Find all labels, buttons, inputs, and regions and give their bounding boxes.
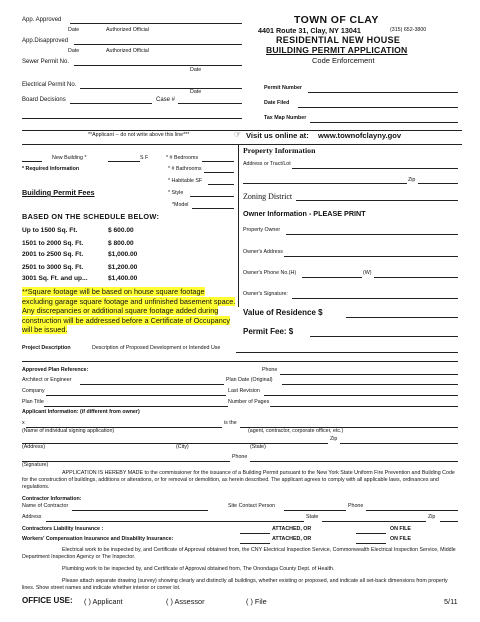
plumbing-note: Plumbing work to be inspected by, and Certificate of Approval obtained from, The Onondaga County Dept. of Health.	[62, 566, 335, 572]
architect-field[interactable]	[80, 384, 224, 385]
permit-number-field[interactable]	[308, 92, 458, 93]
plan-date-field[interactable]	[282, 384, 458, 385]
fee-range: 2501 to 3000 Sq. Ft.	[22, 264, 84, 271]
form-title-1: RESIDENTIAL NEW HOUSE	[276, 35, 401, 45]
office-use-file[interactable]: ( ) File	[246, 597, 267, 606]
town-phone: (315) 652-3800	[390, 27, 427, 33]
electrical-date-label: Date	[190, 89, 202, 95]
board-decisions-label: Board Decisions	[22, 97, 66, 103]
fee-amount: $1,200.00	[108, 264, 138, 271]
contractor-phone-field[interactable]	[366, 510, 458, 511]
office-use-label: OFFICE USE:	[22, 596, 73, 605]
new-building-label: New Building *	[52, 155, 87, 161]
architect-label: Architect or Engineer	[22, 377, 72, 383]
owner-address-label: Owner's Address	[243, 249, 283, 255]
contractor-name-field[interactable]	[72, 510, 208, 511]
site-contact-field[interactable]	[284, 510, 346, 511]
habitable-label: * Habitable SF	[168, 178, 203, 184]
contractor-zip-field[interactable]	[440, 521, 458, 522]
application-statement: APPLICATION IS HEREBY MADE to the commissioner for the issuance of a Building Permit pursuant to the New York State Uniform Fire Prevention and Building Code for the construction of buildings, additions or alterations, or for removal or demolition, as herein described. The applicant agrees to comply with all applicable laws, ordinances and regulations.	[22, 470, 455, 490]
value-label: Value of Residence $	[243, 308, 323, 317]
section-rule	[22, 144, 462, 145]
tax-map-field[interactable]	[310, 122, 458, 123]
project-label: Project Description	[22, 345, 71, 351]
plan-phone-label: Phone	[262, 367, 278, 373]
plan-title-label: Plan Title	[22, 399, 44, 405]
applicant-role-caption: (agent, contractor, corporate officer, etc.)	[248, 428, 344, 434]
fee-label: Permit Fee: $	[243, 327, 294, 336]
property-info-title: Property Information	[243, 146, 316, 155]
owner-signature-label: Owner's Signature:	[243, 291, 288, 297]
applicant-address-caption: (Address)	[22, 444, 45, 450]
owner-label: Property Owner	[243, 227, 281, 233]
style-label: * Style	[168, 190, 184, 196]
fee-field[interactable]	[310, 336, 458, 337]
workers-label: Workers' Compensation Insurance and Disability Insurance:	[22, 536, 174, 542]
form-title-2: BUILDING PERMIT APPLICATION	[266, 45, 408, 55]
workers-onfile-label: ON FILE	[390, 536, 411, 542]
bathrooms-label: * # Bathrooms	[168, 166, 202, 172]
zip-label: Zip	[408, 177, 416, 183]
electrical-permit-label: Electrical Permit No.	[22, 82, 77, 88]
style-field[interactable]	[190, 196, 234, 197]
workers-onfile-check[interactable]	[356, 543, 386, 544]
fee-range: 1501 to 2000 Sq. Ft.	[22, 240, 84, 247]
applicant-zip-field[interactable]	[340, 443, 458, 444]
visit-label: Visit us online at:	[246, 131, 309, 140]
owner-info-title: Owner Information - PLEASE PRINT	[243, 209, 366, 218]
applicant-address-field[interactable]	[22, 443, 328, 444]
address-tract-field[interactable]	[292, 168, 458, 169]
contractor-state-field[interactable]	[322, 521, 426, 522]
model-field[interactable]	[192, 208, 234, 209]
zoning-label: Zoning District	[243, 192, 293, 201]
sf-field[interactable]	[108, 161, 140, 162]
owner-phone-home-field[interactable]	[302, 277, 362, 278]
required-note: * Required Information	[22, 166, 80, 172]
pages-label: Number of Pages	[228, 399, 270, 405]
zoning-field[interactable]	[296, 200, 458, 201]
date-label: Date	[68, 27, 80, 33]
plan-title-field[interactable]	[44, 406, 228, 407]
last-revision-field[interactable]	[264, 395, 458, 396]
fee-range: Up to 1500 Sq. Ft.	[22, 227, 78, 234]
site-contact-label: Site Contact Person	[228, 503, 276, 509]
applicant-name-caption: (Name of individual signing application)	[22, 428, 115, 434]
owner-field[interactable]	[286, 234, 458, 235]
contractor-title: Contractor Information:	[22, 496, 82, 502]
contractor-address-label: Address	[22, 514, 42, 520]
owner-phone-work-field[interactable]	[374, 277, 458, 278]
project-desc-line-2[interactable]	[22, 361, 458, 362]
habitable-field[interactable]	[208, 184, 234, 185]
plan-phone-field[interactable]	[280, 374, 458, 375]
fees-title: Building Permit Fees	[22, 188, 95, 197]
sewer-permit-field[interactable]	[74, 65, 242, 66]
contractor-name-label: Name of Contractor	[22, 503, 69, 509]
address-tract-label: Address or Tract/Lot	[243, 161, 291, 167]
fee-amount: $1,000.00	[108, 251, 138, 258]
liability-onfile-check[interactable]	[356, 533, 386, 534]
fee-amount: $ 800.00	[108, 240, 134, 247]
fee-range: 3001 Sq. Ft. and up...	[22, 275, 88, 282]
is-the-label: is the	[224, 420, 237, 426]
schedule-title: BASED ON THE SCHEDULE BELOW:	[22, 212, 160, 221]
office-use-applicant[interactable]: ( ) Applicant	[84, 597, 123, 606]
owner-phone-work-label: (W)	[363, 270, 372, 276]
contractor-state-label: State	[306, 514, 319, 520]
form-version: 5/11	[444, 597, 458, 606]
last-revision-label: Last Revision	[228, 388, 260, 394]
form-subtitle: Code Enforcement	[312, 56, 375, 65]
project-desc-label: Description of Proposed Development or Intended Use	[92, 345, 221, 351]
town-address: 4401 Route 31, Clay, NY 13041	[258, 26, 361, 35]
app-approved-field[interactable]	[70, 23, 242, 24]
website-link[interactable]: www.townofclayny.gov	[318, 131, 402, 140]
bedrooms-field[interactable]	[202, 161, 234, 162]
address-line-2[interactable]	[243, 183, 407, 184]
do-not-write-note: **Applicant -- do not write above this line***	[88, 132, 190, 138]
owner-address-field[interactable]	[284, 256, 458, 257]
pages-field[interactable]	[270, 406, 458, 407]
sewer-date-label: Date	[190, 67, 202, 73]
value-field[interactable]	[346, 317, 458, 318]
permit-number-label: Permit Number	[264, 85, 302, 91]
fee-range: 2001 to 2500 Sq. Ft.	[22, 251, 84, 258]
date-filed-label: Date Filed	[264, 100, 290, 106]
plan-date-label: Plan Date (Original)	[226, 377, 273, 383]
liability-label: Contractors Liability Insurance :	[22, 526, 104, 532]
liability-onfile-label: ON FILE	[390, 526, 411, 532]
owner-phone-label: Owner's Phone No.(H)	[243, 270, 297, 276]
app-disapproved-field[interactable]	[74, 44, 242, 45]
contractor-phone-label: Phone	[348, 503, 364, 509]
fee-amount: $1,400.00	[108, 275, 138, 282]
workers-attached-label: ATTACHED, OR	[272, 536, 312, 542]
bathrooms-field[interactable]	[204, 172, 234, 173]
authorized-official-label: Authorized Official	[106, 27, 149, 33]
square-footage-note: **Square footage will be based on house square footage excluding garage square footage and unfinished basement space. Any discrepancies or additional square footage added during construction will be addressed before a Certificate of Occupancy will be issued.	[22, 287, 236, 335]
fee-amount: $ 600.00	[108, 227, 134, 234]
app-disapproved-label: App.Disapproved	[22, 38, 69, 44]
town-name: TOWN OF CLAY	[294, 14, 379, 26]
applicant-zip-label: Zip	[330, 436, 338, 442]
zip-field[interactable]	[418, 183, 458, 184]
liability-attached-check[interactable]	[240, 533, 270, 534]
owner-signature-field[interactable]	[292, 298, 458, 299]
project-desc-field[interactable]	[236, 352, 458, 353]
applicant-signature-caption: (Signature)	[22, 462, 49, 468]
workers-attached-check[interactable]	[240, 543, 270, 544]
applicant-phone-field[interactable]	[250, 461, 458, 462]
contractor-zip-label: Zip	[428, 514, 436, 520]
survey-note: Please attach separate drawing (survey) showing clearly and distinctly all buildings, whether existing or proposed, and indicate all set-back dimensions from property lines. Show street names and indicate whether interior or corner lot.	[22, 578, 448, 591]
date-filed-field[interactable]	[298, 107, 458, 108]
case-label: Case #	[156, 97, 176, 103]
applicant-signature-field[interactable]	[22, 461, 230, 462]
app-approved-label: App. Approved	[22, 17, 62, 23]
sf-label: S F	[140, 155, 149, 161]
bedrooms-label: * # Bedrooms	[166, 155, 199, 161]
applicant-x: x	[22, 420, 25, 426]
electrical-note: Electrical work to be inspected by, and Certificate of Approval obtained from, the CNY Electrical Inspection Service, Commonwealth Electrical Inspection Service, Middle Department Inspection Agency or The Inspector.	[22, 547, 456, 560]
electrical-permit-field[interactable]	[80, 88, 242, 89]
date-label-2: Date	[68, 48, 80, 54]
office-extra-line[interactable]	[22, 118, 242, 119]
board-decisions-field[interactable]	[70, 103, 152, 104]
applicant-state-caption: (State)	[250, 444, 266, 450]
applicant-city-caption: (City)	[176, 444, 189, 450]
model-label: *Model	[172, 202, 189, 208]
company-field[interactable]	[46, 395, 226, 396]
company-label: Company	[22, 388, 45, 394]
case-field[interactable]	[178, 103, 242, 104]
plan-ref-label: Approved Plan Reference:	[22, 367, 89, 373]
contractor-address-field[interactable]	[46, 521, 304, 522]
new-building-field[interactable]	[22, 161, 42, 162]
authorized-official-label-2: Authorized Official	[106, 48, 149, 54]
pointer-icon: ☞	[234, 130, 242, 139]
applicant-phone-label: Phone	[232, 454, 248, 460]
column-divider	[238, 144, 239, 307]
sewer-permit-label: Sewer Permit No.	[22, 59, 70, 65]
tax-map-label: Tax Map Number	[264, 115, 307, 121]
applicant-title: Applicant Information: (if different from owner)	[22, 409, 140, 415]
office-use-assessor[interactable]: ( ) Assessor	[166, 597, 205, 606]
liability-attached-label: ATTACHED, OR	[272, 526, 312, 532]
